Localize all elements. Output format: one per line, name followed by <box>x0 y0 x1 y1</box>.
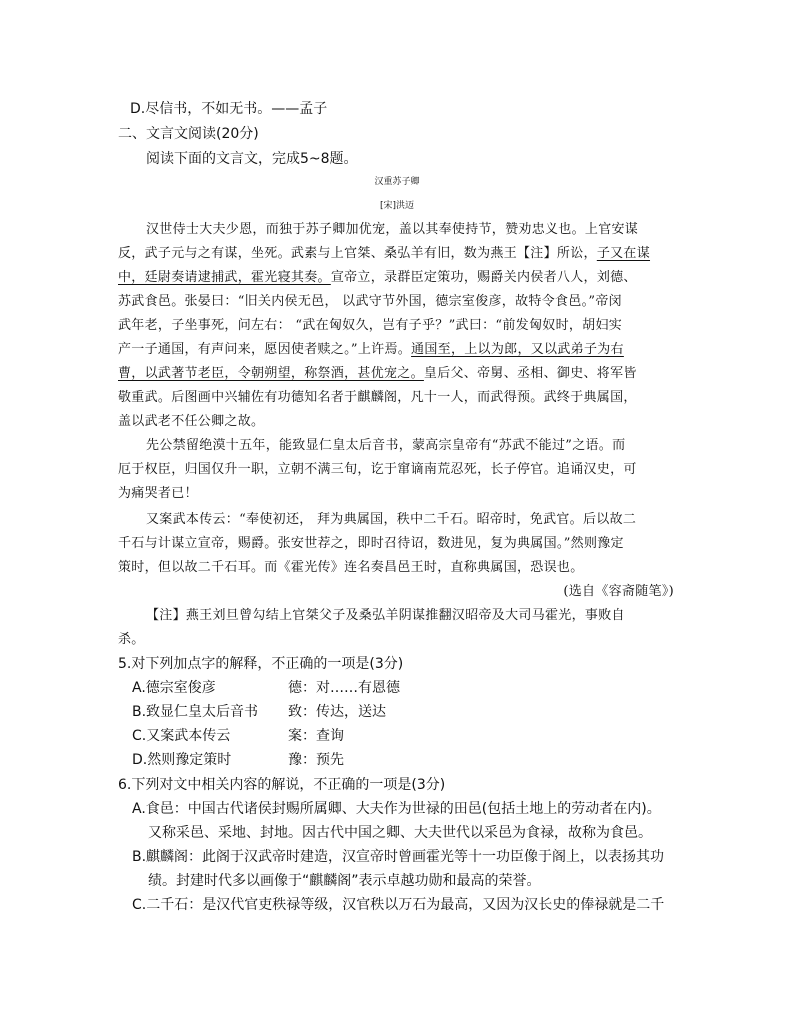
passage-text: 宣帝立，录群臣定策功，赐爵关内侯者八人，刘德、 <box>330 270 637 285</box>
previous-question-option-d: D.尽信书，不如无书。——孟子 <box>130 101 328 117</box>
reading-instruction: 阅读下面的文言文，完成5~8题。 <box>146 151 358 167</box>
passage-line <box>118 268 637 288</box>
q6-option-a: A.食邑：中国古代诸侯封赐所属卿、大夫作为世禄的田邑(包括土地上的劳动者在内)。 <box>132 801 661 817</box>
passage-source: (选自《容斋随笔》) <box>563 584 674 599</box>
passage-line: 策时，但以故二千石耳。而《霍光传》连名奏昌邑王时，直称典属国，恐误也。 <box>118 560 584 575</box>
q5-option-c-text: C.又案武本传云 <box>132 728 231 744</box>
passage-line: 盖以武老不任公卿之故。 <box>118 414 265 429</box>
q5-option-a-text: A.德宗室俊彦 <box>132 680 216 696</box>
passage-line <box>118 244 650 264</box>
passage-line: 苏武食邑。张晏曰：“旧关内侯无邑， 以武守节外国，德宗室俊彦，故特令食邑。”帝闵 <box>118 294 622 309</box>
question-6-stem: 6.下列对文中相关内容的解说，不正确的一项是(3分) <box>118 777 446 793</box>
q6-option-b-continued: 绩。封建时代多以画像于“麒麟阁”表示卓越功勋和最高的荣誉。 <box>148 873 541 889</box>
underlined-sentence: 中，廷尉奏请逮捕武，霍光寝其奏。 <box>118 270 331 285</box>
q6-option-c: C.二千石：是汉代官吏秩禄等级，汉官秩以万石为最高，又因为汉长史的俸禄就是二千 <box>132 897 665 913</box>
passage-line: 敬重武。后图画中兴辅佐有功德知名者于麒麟阁，凡十一人，而武得预。武终于典属国， <box>118 390 637 405</box>
passage-line <box>118 340 624 360</box>
underlined-sentence: 子又在谋 <box>596 246 651 261</box>
passage-line: 为痛哭者已！ <box>118 486 198 501</box>
passage-title: 汉重苏子卿 <box>374 177 420 187</box>
annotation-note: 杀。 <box>118 632 145 647</box>
passage-line: 又案武本传云：“奉使初还， 拜为典属国，秩中二千石。昭帝时，免武官。后以故二 <box>146 512 637 527</box>
passage-line: 武年老，子坐事死，问左右： “武在匈奴久，岂有子乎？”武曰：“前发匈奴时，胡妇实 <box>118 318 623 333</box>
q6-option-b: B.麒麟阁：此阁于汉武帝时建造，汉宣帝时曾画霍光等十一功臣像于阁上，以表扬其功 <box>132 849 665 865</box>
section-heading: 二、文言文阅读(20分) <box>118 126 259 142</box>
passage-author: [宋]洪迈 <box>379 201 415 211</box>
q5-option-a-explanation: 德：对……有恩德 <box>288 680 400 696</box>
passage-line: 厄于权臣，归国仅升一职，立朝不满三旬，讫于窜谪南荒忍死，长子停官。追诵汉史，可 <box>118 462 637 477</box>
q5-option-b-explanation: 致：传达，送达 <box>288 704 386 720</box>
q5-option-c-explanation: 案：查询 <box>288 728 344 744</box>
underlined-sentence: 曹，以武著节老臣，令朝朔望，称祭酒，甚优宠之。 <box>118 366 424 381</box>
passage-line: 汉世侍士大夫少恩，而独于苏子卿加优宠，盖以其奉使持节，赞劝忠义也。上官安谋 <box>146 222 639 237</box>
q5-option-d-text: D.然则豫定策时 <box>132 752 232 768</box>
question-5-stem: 5.对下列加点字的解释，不正确的一项是(3分) <box>118 656 404 672</box>
passage-line: 千石与计谋立宣帝，赐爵。张安世荐之，即时召待诏，数进见，复为典属国。”然则豫定 <box>118 536 624 551</box>
q6-option-a-continued: 又称采邑、采地、封地。因古代中国之卿、大夫世代以采邑为食禄，故称为食邑。 <box>148 825 652 841</box>
passage-text: 皇后父、帝舅、丞相、御史、将军皆 <box>423 366 637 381</box>
passage-text: 产一子通国，有声问来，愿因使者赎之。”上许焉。 <box>118 342 412 357</box>
passage-line: 先公禁留绝漠十五年，能致显仁皇太后音书，蒙高宗皇帝有“苏武不能过”之语。而 <box>146 438 626 453</box>
underlined-sentence: 通国至，上以为郎，又以武弟子为右 <box>411 342 624 357</box>
q5-option-d-explanation: 豫：预先 <box>288 752 344 768</box>
annotation-note: 【注】燕王刘旦曾勾结上官桀父子及桑弘羊阴谋推翻汉昭帝及大司马霍光，事败自 <box>146 608 625 623</box>
passage-line <box>118 364 637 384</box>
q5-option-b-text: B.致显仁皇太后音书 <box>132 704 259 720</box>
passage-text: 反，武子元与之有谋，坐死。武素与上官桀、桑弘羊有旧，数为燕王【注】所讼， <box>118 246 597 261</box>
